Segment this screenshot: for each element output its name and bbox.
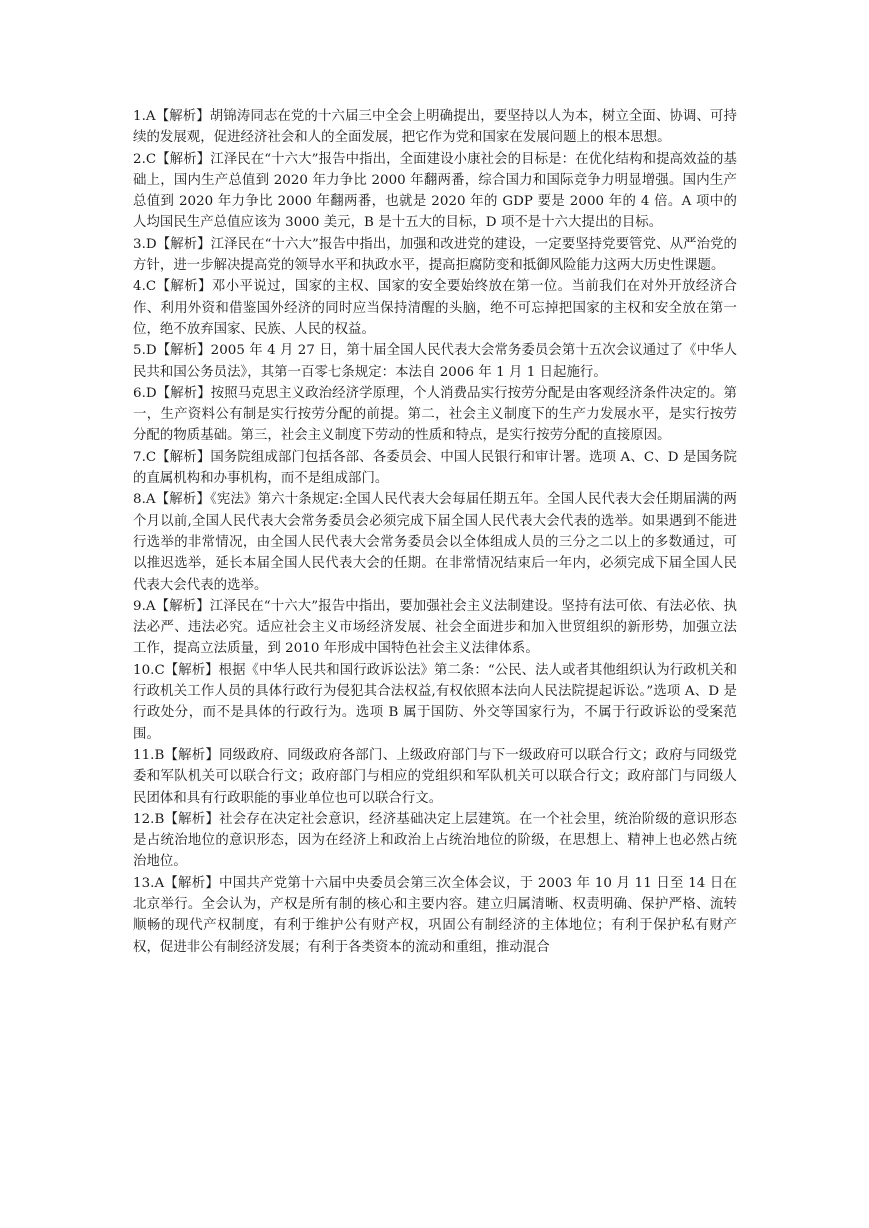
explanation-text: 《宪法》第六十条规定:全国人民代表大会每届任期五年。全国人民代表大会任期届满的两个月以前,全国人民代表大会常务委员会必须完成下届全国人民代表大会代表的选举。如果遇到不能进行选举的非常情况，由全国人民代表大会常务委员会以全体组成人员的三分之二以上的多数通过，可以推迟选举，延长本届全国人民代表大会的任期。在非常情况结束后一年内，必须完成下届全国人民代表大会代表的选举。 bbox=[133, 492, 738, 593]
explanation-text: 中国共产党第十六届中央委员会第三次全体会议，于 2003 年 10 月 11 日至 14 日在北京举行。全会认为，产权是所有制的核心和主要内容。建立归属清晰、权责明确、保护严格、流转顺畅的现代产权制度，有利于维护公有财产权，巩固公有制经济的主体地位；有利于保护私有财产权，促进非公有制经济发展；有利于各类资本的流动和重组，推动混合 bbox=[133, 875, 737, 955]
item-number: 7.C bbox=[133, 449, 157, 465]
item-number: 1.A bbox=[133, 109, 156, 124]
item-number: 12.B bbox=[133, 811, 165, 827]
analysis-tag: 【解析】 bbox=[156, 279, 212, 295]
explanation-text: 胡锦涛同志在党的十六届三中全会上明确提出，要坚持以人为本，树立全面、协调、可持续的发展观，促进经济社会和人的全面发展，把它作为党和国家在发展问题上的根本思想。 bbox=[133, 109, 737, 146]
explanation-item-2 bbox=[133, 149, 737, 234]
explanation-item-4 bbox=[133, 276, 737, 340]
explanation-item-12 bbox=[133, 809, 737, 873]
analysis-tag: 【解析】 bbox=[155, 598, 210, 614]
analysis-tag: 【解析】 bbox=[156, 449, 211, 465]
item-number: 8.A bbox=[133, 492, 156, 508]
analysis-tag: 【解析】 bbox=[155, 492, 211, 508]
explanation-item-1 bbox=[133, 106, 737, 149]
explanation-text: 2005 年 4 月 27 日，第十届全国人民代表大会常务委员会第十五次会议通过了《中华人民共和国公务员法》，其第一百零七条规定：本法自 2006 年 1 月 1 日起施行。 bbox=[133, 343, 738, 380]
explanation-item-10 bbox=[133, 660, 737, 745]
analysis-tag: 【解析】 bbox=[156, 236, 211, 252]
explanation-item-8 bbox=[133, 489, 737, 595]
item-number: 2.C bbox=[133, 151, 157, 167]
item-number: 3.D bbox=[133, 236, 157, 252]
explanation-text: 社会存在决定社会意识，经济基础决定上层建筑。在一个社会里，统治阶级的意识形态是占统治地位的意识形态，因为在经济上和政治上占统治地位的阶级，在思想上、精神上也必然占统治地位。 bbox=[133, 811, 737, 870]
explanation-text: 江泽民在“十六大”报告中指出，要加强社会主义法制建设。坚持有法可依、有法必依、执法必严、违法必究。适应社会主义市场经济发展、社会全面进步和加入世贸组织的新形势，加强立法工作，提高立法质量，到 2010 年形成中国特色社会主义法律体系。 bbox=[133, 598, 737, 657]
item-number: 9.A bbox=[133, 598, 156, 614]
item-number: 13.A bbox=[133, 875, 165, 891]
explanation-item-9 bbox=[133, 596, 737, 660]
explanation-item-3 bbox=[133, 234, 737, 277]
analysis-tag: 【解析】 bbox=[156, 343, 211, 359]
item-number: 6.D bbox=[133, 385, 157, 401]
explanation-text: 江泽民在“十六大”报告中指出，加强和改进党的建设，一定要坚持党要管党、从严治党的方针，进一步解决提高党的领导水平和执政水平，提高拒腐防变和抵御风险能力这两大历史性课题。 bbox=[133, 236, 737, 274]
item-number: 10.C bbox=[133, 662, 165, 678]
analysis-tag: 【解析】 bbox=[156, 385, 211, 401]
item-number: 11.B bbox=[133, 747, 165, 763]
answer-explanations bbox=[133, 106, 737, 958]
explanation-text: 按照马克思主义政治经济学原理，个人消费品实行按劳分配是由客观经济条件决定的。第一，生产资料公有制是实行按劳分配的前提。第二，社会主义制度下的生产力发展水平，是实行按劳分配的物质基础。第三，社会主义制度下劳动的性质和特点，是实行按劳分配的直接原因。 bbox=[133, 385, 737, 444]
item-number: 5.D bbox=[133, 343, 157, 359]
explanation-item-6 bbox=[133, 383, 737, 447]
analysis-tag: 【解析】 bbox=[164, 662, 219, 678]
explanation-text: 根据《中华人民共和国行政诉讼法》第二条：“公民、法人或者其他组织认为行政机关和行政机关工作人员的具体行政行为侵犯其合法权益,有权依照本法向人民法院提起诉讼。”选项 A、D 是行政处分，而不是具体的行政行为。选项 B 属于国防、外交等国家行为，不属于行政诉讼的受案范围。 bbox=[133, 662, 738, 742]
explanation-item-11 bbox=[133, 745, 737, 809]
explanation-item-7 bbox=[133, 447, 737, 490]
explanation-item-13 bbox=[133, 873, 737, 958]
analysis-tag: 【解析】 bbox=[156, 151, 211, 167]
explanation-text: 同级政府、同级政府各部门、上级政府部门与下一级政府可以联合行文；政府与同级党委和军队机关可以联合行文；政府部门与相应的党组织和军队机关可以联合行文；政府部门与同级人民团体和具有行政职能的事业单位也可以联合行文。 bbox=[133, 747, 737, 806]
explanation-text: 江泽民在“十六大”报告中指出，全面建设小康社会的目标是：在优化结构和提高效益的基础上，国内生产总值到 2020 年力争比 2000 年翻两番，综合国力和国际竞争力明显增强。国内生产总值到 2020 年力争比 2000 年翻两番，也就是 2020 年的 GDP 要是 2000 年的 4 倍。A 项中的人均国民生产总值应该为 3000 美元，B 是十五大的目标，D 项不是十六大提出的目标。 bbox=[133, 151, 737, 231]
explanation-text: 邓小平说过，国家的主权、国家的安全要始终放在第一位。当前我们在对外开放经济合作、利用外资和借鉴国外经济的同时应当保持清醒的头脑，绝不可忘掉把国家的主权和安全放在第一位，绝不放弃国家、民族、人民的权益。 bbox=[133, 279, 738, 337]
analysis-tag: 【解析】 bbox=[164, 747, 220, 763]
explanation-item-5 bbox=[133, 340, 737, 383]
explanation-text: 国务院组成部门包括各部、各委员会、中国人民银行和审计署。选项 A、C、D 是国务院的直属机构和办事机构，而不是组成部门。 bbox=[133, 449, 738, 487]
item-number: 4.C bbox=[133, 279, 157, 295]
analysis-tag: 【解析】 bbox=[164, 875, 220, 891]
analysis-tag: 【解析】 bbox=[164, 811, 220, 827]
analysis-tag: 【解析】 bbox=[155, 109, 210, 124]
